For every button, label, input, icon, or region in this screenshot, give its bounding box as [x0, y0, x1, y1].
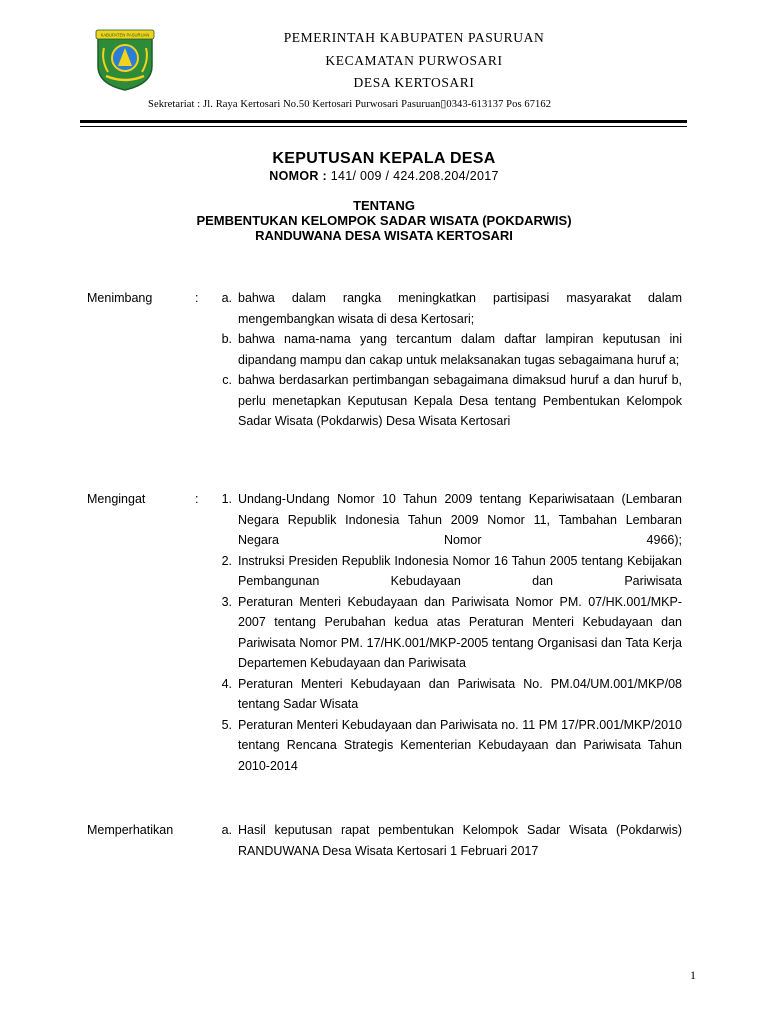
- list-item: [210, 674, 682, 715]
- list-item-text: bahwa dalam rangka meningkatkan partisipasi masyarakat dalam mengembangkan wisata di desa Kertosari;: [238, 291, 682, 326]
- list-marker: a.: [221, 823, 232, 837]
- list-item: [210, 329, 682, 370]
- section-label: Menimbang: [87, 291, 153, 305]
- section-label: Memperhatikan: [87, 823, 174, 837]
- header-village: DESA KERTOSARI: [353, 75, 475, 90]
- list-item-text: Hasil keputusan rapat pembentukan Kelompok Sadar Wisata (Pokdarwis) RANDUWANA Desa Wisata Kertosari 1 Februari 2017: [238, 823, 682, 858]
- list-marker: 3.: [221, 594, 232, 609]
- letterhead: [0, 0, 768, 130]
- page-number: 1: [690, 968, 696, 982]
- section-colon: :: [195, 492, 199, 506]
- section-colon: :: [195, 291, 199, 305]
- list-marker: 2.: [221, 553, 232, 568]
- header-divider-thick: [80, 120, 687, 123]
- list-item-text: Undang-Undang Nomor 10 Tahun 2009 tentang Kepariwisataan (Lembaran Negara Republik Indonesia Tahun 2009 Nomor 11, Tambahan Lembaran Negara Nomor 4966);: [238, 492, 682, 547]
- list-marker: 5.: [221, 717, 232, 732]
- list-item: [210, 288, 682, 329]
- list-item: [210, 592, 682, 674]
- list-item: [210, 820, 682, 861]
- decree-number-label: NOMOR :: [269, 169, 327, 183]
- decree-title: KEPUTUSAN KEPALA DESA: [272, 150, 496, 167]
- list-item: [210, 489, 682, 551]
- decree-number-value: 141/ 009 / 424.208.204/2017: [326, 169, 499, 183]
- list-item-text: bahwa berdasarkan pertimbangan sebagaimana dimaksud huruf a dan huruf b, perlu menetapkan Keputusan Kepala Desa tentang Pembentukan Kelompok Sadar Wisata (Pokdarwis) Desa Wisata Kertosari: [238, 373, 682, 428]
- section-label: Mengingat: [87, 492, 146, 506]
- crest-logo-text: KABUPATEN PASURUAN: [100, 32, 150, 38]
- decree-number: [0, 169, 768, 183]
- list-item-text: Instruksi Presiden Republik Indonesia Nomor 16 Tahun 2005 tentang Kebijakan Pembangunan Kebudayaan dan Pariwisata: [238, 553, 682, 588]
- header-government: PEMERINTAH KABUPATEN PASURUAN: [283, 30, 545, 45]
- list-item-text: bahwa nama-nama yang tercantum dalam daftar lampiran keputusan ini dipandang mampu dan cakap untuk melaksanakan tugas sebagaimana huruf a;: [238, 332, 682, 367]
- header-address: Sekretariat : Jl. Raya Kertosari No.50 Kertosari Purwosari Pasuruan▯0343-613137 Pos 67162: [148, 99, 552, 110]
- section-mengingat: [87, 489, 682, 776]
- section-memperhatikan: [87, 820, 682, 861]
- list-item: [210, 715, 682, 777]
- decree-subject-line1: PEMBENTUKAN KELOMPOK SADAR WISATA (POKDARWIS): [196, 213, 572, 228]
- list-item: [210, 551, 682, 592]
- list-item-text: Peraturan Menteri Kebudayaan dan Pariwisata no. 11 PM 17/PR.001/MKP/2010 tentang Rencana Strategis Kementerian Kebudayaan dan Pariwisata Tahun 2010-2014: [238, 717, 682, 773]
- list-item: [210, 370, 682, 432]
- list-marker: a.: [221, 291, 232, 305]
- decree-tentang: TENTANG: [353, 198, 415, 213]
- list-marker: c.: [222, 373, 232, 387]
- list-item-text: Peraturan Menteri Kebudayaan dan Pariwisata No. PM.04/UM.001/MKP/08 tentang Sadar Wisata: [238, 676, 682, 711]
- decree-subject-line2: RANDUWANA DESA WISATA KERTOSARI: [255, 228, 513, 243]
- section-menimbang: [87, 288, 682, 432]
- header-divider-thin: [80, 126, 687, 127]
- list-item-text: Peraturan Menteri Kebudayaan dan Pariwisata Nomor PM. 07/HK.001/MKP-2007 tentang Perubahan kedua atas Peraturan Menteri Kebudayaan dan Pariwisata Nomor PM. 17/HK.001/MKP-2005 tentang Organisasi dan Tata Kerja Departemen Kebudayaan dan Pariwisata: [238, 594, 682, 670]
- header-district: KECAMATAN PURWOSARI: [325, 53, 503, 68]
- list-marker: 1.: [221, 492, 232, 506]
- list-marker: 4.: [221, 676, 232, 691]
- list-marker: b.: [221, 332, 232, 346]
